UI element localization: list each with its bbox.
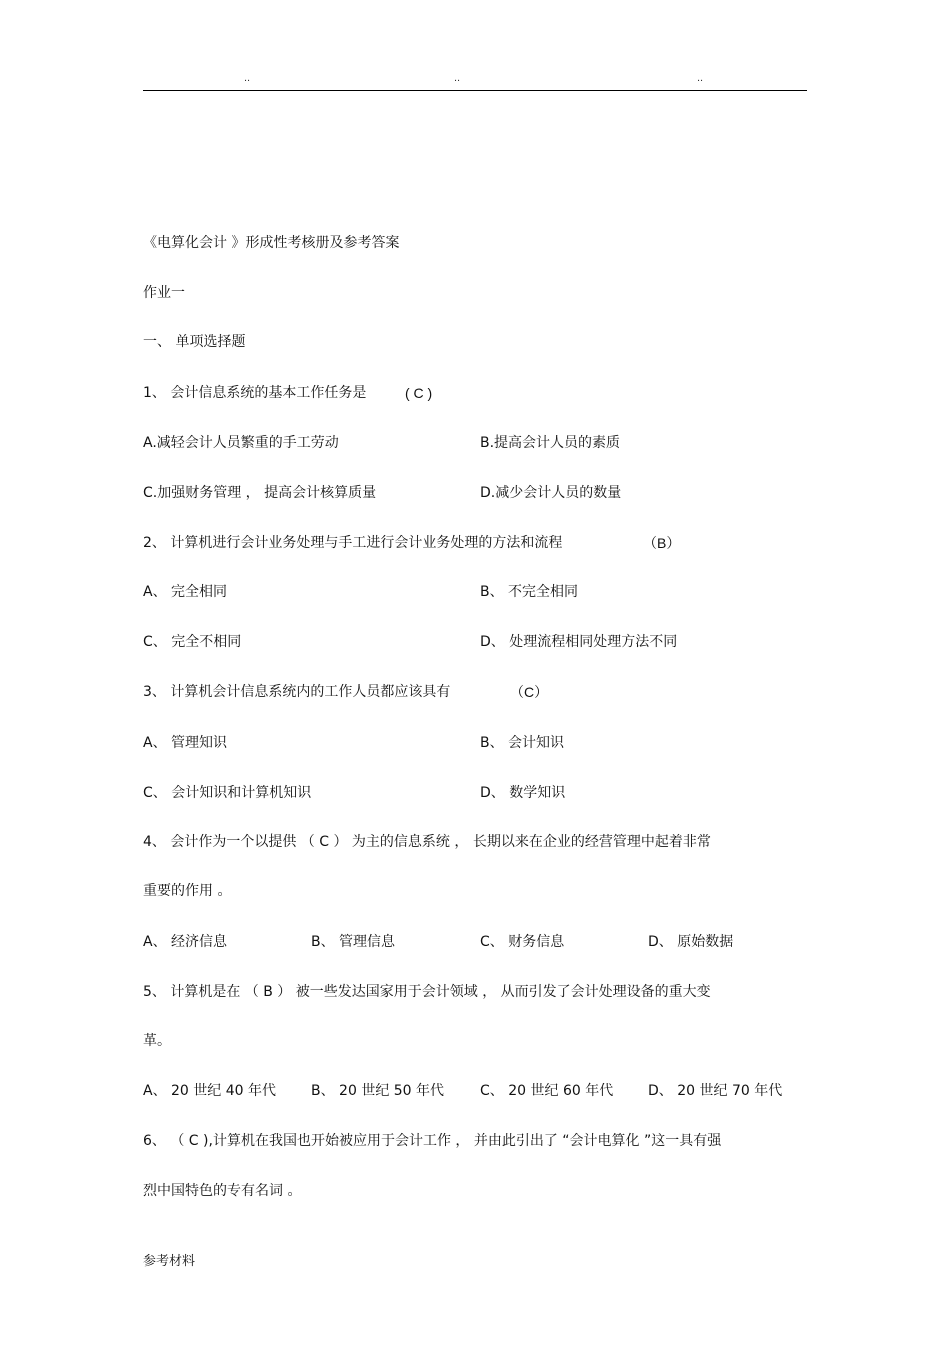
question-2-option-c: C、 完全不相同 — [143, 634, 242, 650]
question-3-option-c: C、 会计知识和计算机知识 — [143, 785, 312, 801]
question-4-option-c: C、 财务信息 — [480, 934, 565, 950]
question-4-stem: 4、 会计作为一个以提供 （ C ） 为主的信息系统 ， 长期以来在企业的经营管理中起着非常 — [143, 834, 711, 850]
question-1-option-d: D.减少会计人员的数量 — [480, 485, 622, 501]
question-5-stem: 5、 计算机是在 （ B ） 被一些发达国家用于会计领域 ， 从而引发了会计处理设备的重大变 — [143, 984, 711, 1000]
page-footer: 参考材料 — [143, 1254, 196, 1269]
question-3-stem: 3、 计算机会计信息系统内的工作人员都应该具有 — [143, 684, 451, 700]
question-2-option-b: B、 不完全相同 — [480, 584, 579, 600]
question-5-option-a: A、 20 世纪 40 年代 — [143, 1083, 277, 1099]
question-6-stem: 6、 （ C ),计算机在我国也开始被应用于会计工作 ， 并由此引出了 “会计电算化 ”这一具有强 — [143, 1133, 722, 1149]
header-dots-2: .. — [454, 72, 461, 84]
question-4-stem-cont: 重要的作用 。 — [143, 883, 232, 899]
header-dots-1: .. — [244, 72, 251, 84]
question-3-option-b: B、 会计知识 — [480, 735, 565, 751]
question-6-stem-cont: 烈中国特色的专有名词 。 — [143, 1183, 302, 1199]
question-4-option-d: D、 原始数据 — [648, 934, 734, 950]
question-1-option-b: B.提高会计人员的素质 — [480, 435, 621, 451]
question-3-option-d: D、 数学知识 — [480, 785, 566, 801]
assignment-heading: 作业一 — [143, 285, 185, 301]
question-2-stem: 2、 计算机进行会计业务处理与手工进行会计业务处理的方法和流程 — [143, 535, 563, 551]
question-3-option-a: A、 管理知识 — [143, 735, 228, 751]
question-3-answer: （C） — [510, 684, 549, 700]
question-4-option-b: B、 管理信息 — [311, 934, 396, 950]
question-5-option-c: C、 20 世纪 60 年代 — [480, 1083, 614, 1099]
document-title: 《电算化会计 》形成性考核册及参考答案 — [143, 235, 400, 251]
question-1-option-c: C.加强财务管理 ， 提高会计核算质量 — [143, 485, 377, 501]
question-1-stem: 1、 会计信息系统的基本工作任务是 — [143, 385, 367, 401]
question-1-answer: ( C ) — [405, 385, 433, 401]
header-dots-3: .. — [697, 72, 704, 84]
question-5-option-b: B、 20 世纪 50 年代 — [311, 1083, 445, 1099]
question-4-option-a: A、 经济信息 — [143, 934, 228, 950]
question-2-answer: （B） — [643, 535, 681, 551]
section-heading: 一、 单项选择题 — [143, 334, 246, 350]
question-5-option-d: D、 20 世纪 70 年代 — [648, 1083, 783, 1099]
question-5-stem-cont: 革。 — [143, 1033, 171, 1049]
question-1-option-a: A.减轻会计人员繁重的手工劳动 — [143, 435, 339, 451]
header-rule — [143, 90, 807, 91]
question-2-option-d: D、 处理流程相同处理方法不同 — [480, 634, 678, 650]
question-2-option-a: A、 完全相同 — [143, 584, 228, 600]
